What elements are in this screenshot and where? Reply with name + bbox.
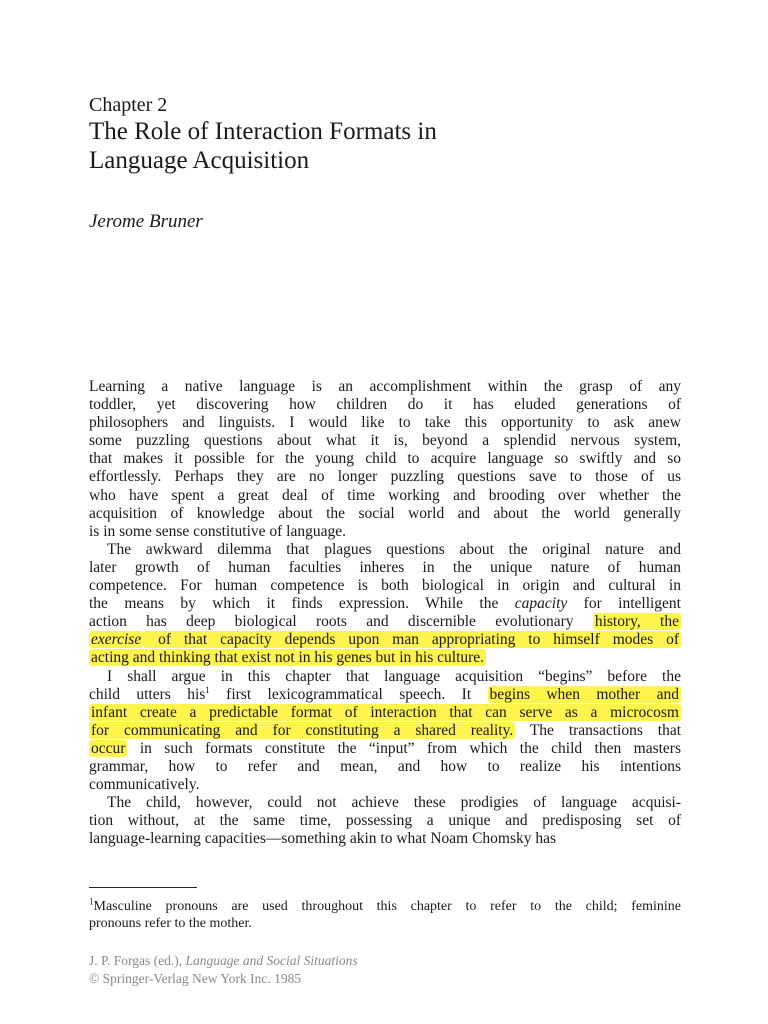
body-line: [89, 776, 681, 794]
text-run: grammar, how to refer and mean, and how to realize his intentions: [89, 757, 681, 775]
body-line: [89, 487, 681, 505]
text-run: that makes it possible for the young child to acquire language so swiftly and so: [89, 450, 681, 468]
footnote-marker: 1: [205, 684, 210, 695]
body-line: [89, 595, 681, 613]
text-run: J. P. Forgas (ed.),: [89, 953, 186, 968]
body-line: [89, 414, 681, 432]
text-run: I shall argue in this chapter that language acquisition “begins” before the: [107, 667, 681, 685]
text-run: communicatively.: [89, 776, 200, 794]
footnote-marker: 1: [89, 896, 94, 907]
body-line: [89, 668, 681, 686]
text-run: Masculine pronouns are used throughout this chapter to refer to the child; feminine: [93, 899, 681, 914]
body-line: [89, 505, 681, 523]
highlighted-text: for communicating and for constituting a shared reality.: [91, 721, 514, 739]
body-line: [89, 468, 681, 486]
source-citation: [89, 952, 358, 988]
body-line: [89, 722, 681, 740]
footnote: [89, 898, 681, 932]
body-text: [89, 378, 681, 848]
chapter-title: [89, 117, 437, 175]
text-run: the means by which it finds expression. While the: [89, 595, 515, 613]
body-line: [89, 541, 681, 559]
body-line: [89, 740, 681, 758]
highlighted-text: exercise: [91, 631, 142, 649]
footnote-line: [89, 915, 681, 932]
highlighted-text: of that capacity depends upon man appropriating to himself modes of: [145, 631, 679, 649]
body-line: [89, 830, 681, 848]
text-run: who have spent a great deal of time working and brooding over whether the: [89, 486, 681, 504]
chapter-title-line: The Role of Interaction Formats in: [89, 118, 437, 145]
highlighted-text: infant create a predictable format of interaction that can serve as a microcosm: [91, 703, 679, 721]
body-line: [89, 812, 681, 830]
body-line: [89, 432, 681, 450]
body-line: [89, 758, 681, 776]
text-run: for intelligent: [567, 595, 681, 613]
text-run: in such formats constitute the “input” from which the child then masters: [127, 739, 681, 757]
highlighted-text: history, the: [594, 613, 679, 631]
text-run: The awkward dilemma that plagues questions about the original nature and: [107, 540, 681, 558]
chapter-title-line: Language Acquisition: [89, 147, 310, 174]
body-line: [89, 794, 681, 812]
body-line: [89, 559, 681, 577]
footnote-rule: [89, 887, 197, 888]
text-run: toddler, yet discovering how children do it has eluded generations of: [89, 396, 681, 414]
body-line: [89, 704, 681, 722]
text-run: © Springer-Verlag New York Inc. 1985: [89, 971, 302, 986]
text-run: action has deep biological roots and discernible evolutionary: [89, 613, 593, 631]
body-line: [89, 450, 681, 468]
body-line: [89, 523, 681, 541]
body-line: [89, 613, 681, 631]
text-run: Language and Social Situations: [185, 953, 358, 968]
author-name: Jerome Bruner: [89, 211, 203, 232]
text-run: competence. For human competence is both biological in origin and cultural in: [89, 577, 681, 595]
source-line: [89, 970, 358, 988]
text-run: is in some sense constitutive of language.: [89, 522, 346, 540]
highlighted-text: begins when mother and: [489, 685, 679, 703]
text-run: philosophers and linguists. I would like to take this opportunity to ask anew: [89, 414, 681, 432]
text-run: The transactions that: [515, 721, 682, 739]
text-run: some puzzling questions about what it is, beyond a splendid nervous system,: [89, 432, 681, 450]
text-run: acquisition of knowledge about the social world and about the world generally: [89, 504, 681, 522]
body-line: [89, 649, 681, 667]
text-run: Learning a native language is an accomplishment within the grasp of any: [89, 378, 681, 395]
text-run: language-learning capacities—something akin to what Noam Chomsky has: [89, 830, 557, 848]
body-line: [89, 631, 681, 649]
chapter-number: Chapter 2: [89, 94, 168, 116]
text-run: effortlessly. Perhaps they are no longer puzzling questions save to those of us: [89, 468, 681, 486]
body-line: [89, 378, 681, 396]
footnote-line: [89, 898, 681, 915]
text-run: pronouns refer to the mother.: [89, 916, 252, 931]
text-run: child utters his: [89, 685, 206, 703]
text-run: first lexicogrammatical speech. It: [209, 685, 488, 703]
highlighted-text: acting and thinking that exist not in his genes but in his culture.: [91, 649, 485, 667]
text-run: later growth of human faculties inheres in the unique nature of human: [89, 558, 681, 576]
text-run: capacity: [514, 595, 568, 613]
source-line: [89, 952, 358, 970]
highlighted-text: occur: [91, 739, 126, 757]
text-run: tion without, at the same time, possessing a unique and predisposing set of: [89, 812, 681, 830]
text-run: The child, however, could not achieve these prodigies of language acquisi-: [107, 794, 681, 812]
body-line: [89, 396, 681, 414]
body-line: [89, 577, 681, 595]
body-line: [89, 686, 681, 704]
